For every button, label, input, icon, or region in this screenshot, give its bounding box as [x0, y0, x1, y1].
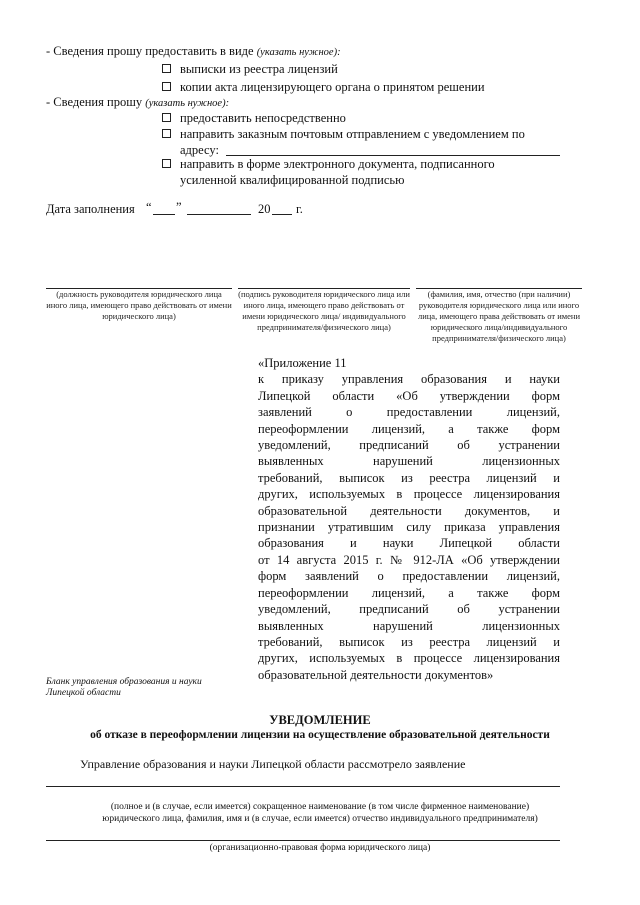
legal-form-line[interactable] — [46, 840, 560, 841]
option-act-copy[interactable]: копии акта лицензирующего органа о принятом решении — [162, 80, 485, 95]
option-electronic-continued: усиленной квалифицированной подписью — [180, 173, 405, 187]
legal-form-caption: (организационно-правовая форма юридического лица) — [209, 843, 431, 853]
close-quote: ” — [176, 200, 182, 214]
open-quote: “ — [146, 200, 152, 214]
date-label: Дата заполнения — [46, 202, 135, 216]
option-electronic[interactable]: направить в форме электронного документа, подписанного — [162, 157, 495, 172]
year-field[interactable] — [272, 214, 292, 215]
checkbox[interactable] — [162, 82, 171, 91]
notice-subtitle: об отказе в переоформлении лицензии на осуществление образовательной деятельности — [90, 729, 550, 741]
day-field[interactable] — [153, 214, 175, 215]
checkbox[interactable] — [162, 159, 171, 168]
month-field[interactable] — [187, 214, 251, 215]
checkbox[interactable] — [162, 129, 171, 138]
method-request-label: - Сведения прошу (указать нужное): — [46, 95, 230, 109]
blank-label: Бланк управления образования и науки Липецкой области — [46, 677, 202, 698]
form-request-label: - Сведения прошу предоставить в виде (указать нужное): — [46, 44, 341, 58]
year-suffix: г. — [296, 202, 303, 216]
signature-caption-name: (фамилия, имя, отчество (при наличии) руководителя юридического лица или иного лица, имеющего права действовать от имени юридического лица/индивидуального предпринимателя/физического лица) — [417, 289, 581, 343]
checkbox[interactable] — [162, 64, 171, 73]
year-prefix: 20 — [258, 202, 271, 216]
applicant-name-line[interactable] — [46, 786, 560, 787]
appendix-reference: «Приложение 11 к приказу управления образования и науки Липецкой области «Об утверждении форм заявлений о предоставлении лицензий, переоформлении лицензий, а также форм уведомлений, предписаний об устранении выявленных нарушений лицензионных требований, выписок из реестра лицензий и других, используемых в процессе лицензирования образовательной деятельности документов, и признании утратившим силу приказа управления образования и науки Липецкой области от 14 августа 2015 г. № 912-ЛА «Об утверждении форм заявлений о предоставлении лицензий, переоформлении лицензий, а также форм уведомлений, предписаний об устранении выявленных нарушений лицензионных требований, выписок из реестра лицензий и других, используемых в процессе лицензирования образовательной деятельности документов» — [258, 356, 560, 682]
checkbox[interactable] — [162, 113, 171, 122]
option-registry-extract[interactable]: выписки из реестра лицензий — [162, 62, 338, 77]
address-line[interactable] — [226, 155, 560, 156]
signature-caption-signature: (подпись руководителя юридического лица или иного лица, имеющего право действовать от имени юридического лица/ индивидуального предпринимателя/физического лица) — [238, 289, 410, 332]
notice-title: УВЕДОМЛЕНИЕ — [269, 713, 371, 727]
address-label: адресу: — [180, 143, 219, 157]
option-registered-mail[interactable]: направить заказным почтовым отправлением с уведомлением по — [162, 127, 525, 142]
applicant-caption-1: (полное и (в случае, если имеется) сокращенное наименование (в том числе фирменное наименование) — [110, 802, 530, 812]
notice-intro: Управление образования и науки Липецкой области рассмотрело заявление — [80, 757, 466, 771]
applicant-caption-2: юридического лица, фамилия, имя и (в случае, если имеется) отчество индивидуального предпринимателя) — [102, 814, 538, 824]
signature-caption-position: (должность руководителя юридического лица иного лица, имеющего право действовать от имени юридического лица) — [46, 289, 232, 321]
option-directly[interactable]: предоставить непосредственно — [162, 111, 346, 126]
